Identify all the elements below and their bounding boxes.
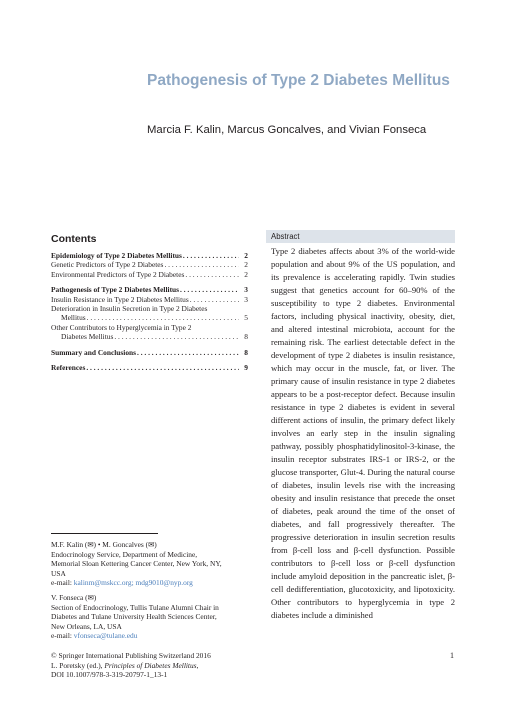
doi: DOI 10.1007/978-3-319-20797-1_13-1 xyxy=(51,670,168,680)
toc-item[interactable]: Genetic Predictors of Type 2 Diabetes . . . 2 xyxy=(51,260,248,269)
page-number: 1 xyxy=(450,651,454,660)
chapter-authors: Marcia F. Kalin, Marcus Goncalves, and Vivian Fonseca xyxy=(147,124,427,136)
author-affiliations: M.F. Kalin (✉) • M. Goncalves (✉) Endocrinology Service, Department of Medicine, Memorial Sloan Kettering Cancer Center, New York, NY, USA e-mail: kalinm@mskcc.org; mdg9010@nyp.org V. Fonseca (✉) Section of Endocrinology, Tullis Tulane Alumni Chair in Diabetes and Tulane University Health Sciences Center, New Orleans, LA, USA e-mail: vfonseca@tulane.edu xyxy=(51,540,251,641)
chapter-title: Pathogenesis of Type 2 Diabetes Mellitus xyxy=(147,72,450,89)
abstract-heading: Abstract xyxy=(266,230,455,243)
contents-heading: Contents xyxy=(51,233,97,245)
toc-item[interactable]: References . . . 9 xyxy=(51,363,248,372)
toc-item[interactable]: Environmental Predictors of Type 2 Diabetes . . . 2 xyxy=(51,270,248,279)
table-of-contents xyxy=(51,233,248,372)
email-link[interactable]: kalinm@mskcc.org; mdg9010@nyp.org xyxy=(73,578,193,588)
abstract-section xyxy=(266,230,455,622)
abstract-text: Type 2 diabetes affects about 3% of the world-wide population and about 9% of the US population, and its prevalence is accelerating rapidly. Twin studies suggest that genetics account for 60–90% of the susceptibility to type 2 diabetes. Environmental factors, including physical inactivity, obesity, diet, and altered intestinal microbiota, account for the remaining risk. The earliest detectable defect in the development of type 2 diabetes is insulin resistance, which may occur in the muscle, fat, or liver. The primary cause of insulin resistance in type 2 diabetes appears to be a post-receptor defect. Because insulin resistance in type 2 diabetes is evident in several different actions of insulin, the primary defect likely involves an early step in the insulin signaling pathway, possibly phosphatidylinositol-3-kinase, the insulin receptor substrates IRS-1 or IRS-2, or the glucose transporter, Glut-4. During the natural course of diabetes, insulin levels rise with the increasing obesity and insulin resistance that precede the onset of diabetes, peak around the time of the onset of diabetes, and fall progressively thereafter. The progressive deterioration in insulin secretion results from β-cell loss and β-cell dysfunction. Possible contributors to β-cell loss or β-cell dysfunction include amyloid deposition in the pancreatic islet, β-cell dedifferentiation, glucotoxicity, and lipotoxicity. Other contributors to hyperglycemia in type 2 diabetes include a diminished xyxy=(271,246,455,620)
email-link[interactable]: vfonseca@tulane.edu xyxy=(73,631,138,641)
toc-item[interactable]: Epidemiology of Type 2 Diabetes Mellitus . . . 2 xyxy=(51,251,248,260)
toc-item[interactable]: Pathogenesis of Type 2 Diabetes Mellitus . . . 3 xyxy=(51,285,248,294)
book-title: Principles of Diabetes Mellitus xyxy=(104,660,197,670)
footnote-rule xyxy=(51,533,158,534)
publication-footer: © Springer International Publishing Switzerland 2016 L. Poretsky (ed.), Principles of Diabetes Mellitus, DOI 10.1007/978-3-319-20797-1_13-1 xyxy=(51,651,301,680)
toc-item[interactable]: Other Contributors to Hyperglycemia in Type 2 Diabetes Mellitus . . . 8 xyxy=(51,323,248,342)
toc-item[interactable]: Summary and Conclusions . . . 8 xyxy=(51,348,248,357)
affiliation-1-names: M.F. Kalin (✉) • M. Goncalves (✉) xyxy=(51,540,157,549)
toc-item[interactable]: Insulin Resistance in Type 2 Diabetes Mellitus . . . 3 xyxy=(51,295,248,304)
toc-item[interactable]: Deterioration in Insulin Secretion in Type 2 Diabetes Mellitus . . . 5 xyxy=(51,304,248,323)
copyright: © Springer International Publishing Switzerland 2016 xyxy=(51,651,211,660)
affiliation-2-names: V. Fonseca (✉) xyxy=(51,592,97,602)
